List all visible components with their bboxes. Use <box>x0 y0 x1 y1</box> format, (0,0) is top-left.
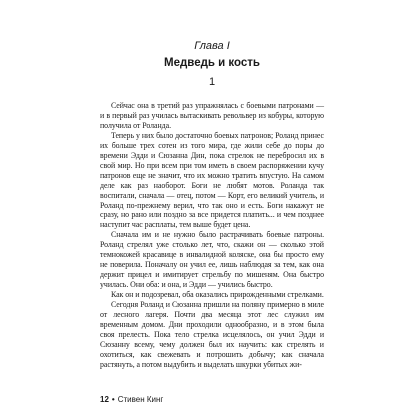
paragraph: Сейчас она в третий раз упражнялась с боевыми патронами — и в первый раз училась вытаскивать револьвер из кобуры, которую получила от Роланда. <box>100 101 324 130</box>
paragraph: Теперь у них было достаточно боевых патронов; Роланд принес их больше трех сотен из того мира, где жили себе до поры до времени Эдди и Сюзанна Дин, пока стрелок не перебросил их в свой мир. Но при всем при том иметь в своем распоряжении кучу патронов еще не значит, что их можно тратить впустую. На самом деле как раз наоборот. Боги не любят мотов. Роланда так воспитали, сначала — отец, потом — Корт, его великий учитель, и Роланд по-прежнему верил, что так оно и есть. Боги накажут не сразу, но рано или поздно за все придется платить... и чем позднее наступит час расплаты, тем выше будет цена. <box>100 130 324 230</box>
body-text <box>100 101 324 370</box>
page-number: 12 <box>100 395 109 404</box>
paragraph: Сегодня Роланд и Сюзанна пришли на поляну примерно в миле от лесного лагеря. Почти два месяца этот лес служил им временным домом. Дни проходили однообразно, и в этом была своя прелесть. Пока тело стрелка исцелялось, он учил Эдди и Сюзанну всему, чему должен был их научить: как стрелять и охотиться, как свежевать и потрошить добычу; как сначала растянуть, а потом выдубить и выделать шкурки убитых жи- <box>100 300 324 369</box>
footer-author: Стивен Кинг <box>117 395 164 404</box>
chapter-label: Глава I <box>194 40 230 52</box>
paragraph: Сначала им и не нужно было растрачивать боевые патроны. Роланд стрелял уже столько лет, что, скажи он — сколько этой темнокожей красавице в инвалидной коляске, она бы просто ему не поверила. Поначалу он учил ее, лишь наблюдая за тем, как она держит прицел и имитирует стрельбу по мишеням. Она быстро училась. Они оба: и она, и Эдди — учились быстро. <box>100 230 324 290</box>
paragraph: Как он и подозревал, оба оказались прирожденными стрелками. <box>111 290 324 300</box>
chapter-title: Медведь и кость <box>164 57 260 69</box>
page-footer <box>100 395 163 405</box>
footer-bullet: • <box>111 395 115 404</box>
section-number: 1 <box>208 76 216 88</box>
